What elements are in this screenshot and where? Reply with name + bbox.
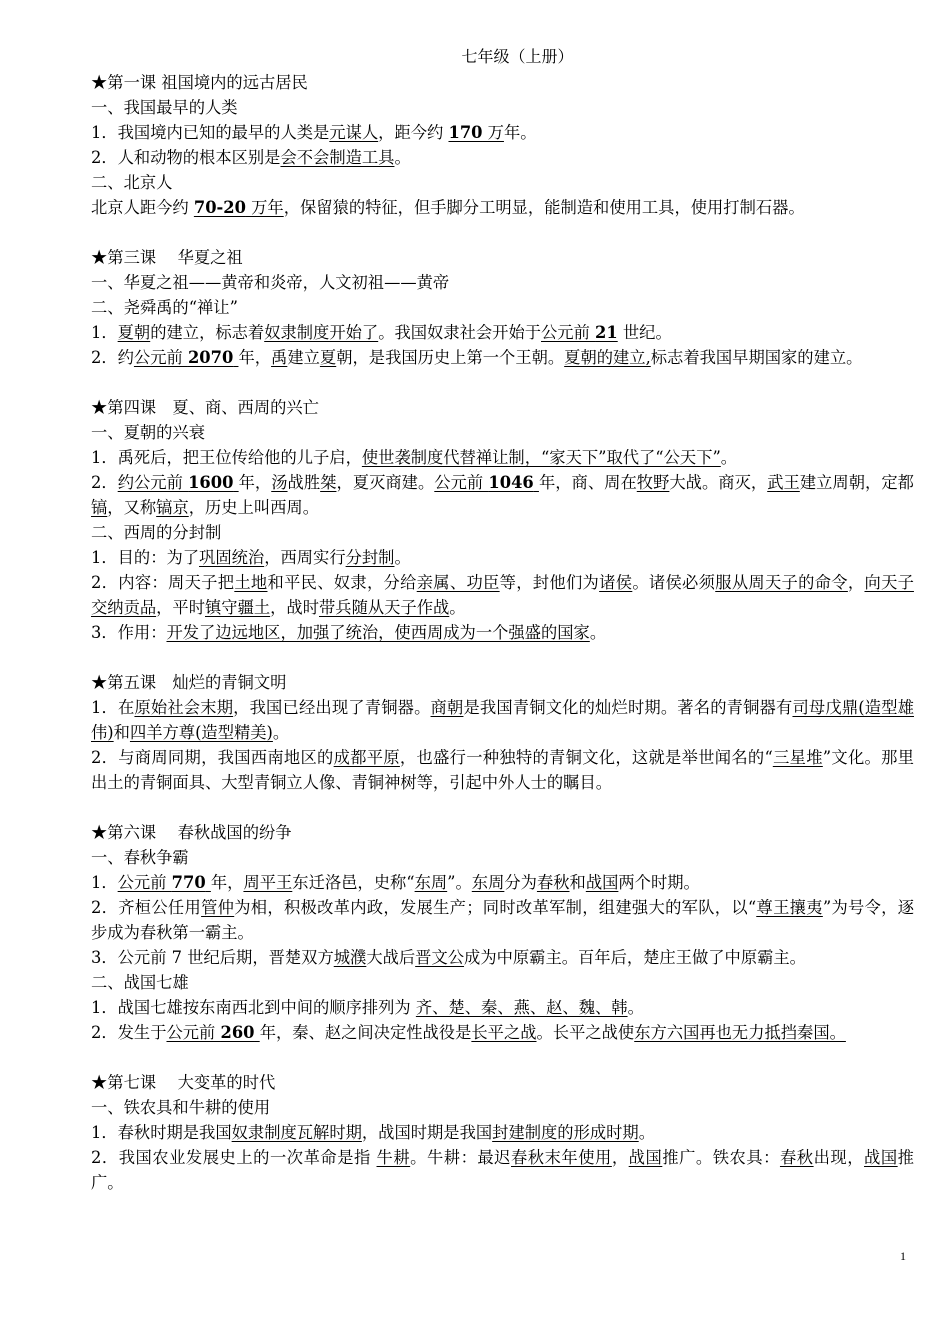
text-segment: 朝，是我国历史上第一个王朝。 <box>336 348 565 367</box>
section-heading: ★第七课 大变革的时代 <box>91 1073 276 1092</box>
text-line <box>91 345 914 370</box>
text-line <box>91 445 914 470</box>
underlined-term: 桀 <box>320 473 337 492</box>
underlined-term: 战国 <box>585 873 619 892</box>
underlined-term: 周平王 <box>243 873 293 892</box>
text-segment: 一、春秋争霸 <box>91 848 189 867</box>
underlined-term: 亲属、功臣 <box>416 573 500 592</box>
text-line <box>91 470 914 520</box>
underlined-term: 司母戊鼎(造型雄伟) <box>91 698 914 742</box>
text-segment: ，战国时期是我国 <box>361 1123 493 1142</box>
text-segment: 。 <box>627 998 644 1017</box>
underlined-term: 管仲 <box>201 898 235 917</box>
underlined-term: 260 <box>220 1023 255 1042</box>
text-segment: 两个时期。 <box>618 873 700 892</box>
underlined-term: 万 <box>482 123 504 142</box>
text-segment: 3．作用： <box>91 623 167 642</box>
text-segment: 。 <box>720 448 738 467</box>
text-segment: 2．人和动物的根本区别是 <box>91 148 281 167</box>
underlined-term: 封建制度的形成时期 <box>492 1123 639 1142</box>
underlined-term: 巩固统治 <box>199 548 265 567</box>
text-segment: ， <box>611 1148 629 1167</box>
text-segment: ，距今约 <box>378 123 449 142</box>
text-segment: ，保留猿的特征，但手脚分工明显，能制造和使用工具，使用打制石器。 <box>283 198 805 217</box>
underlined-term: 使世袭制度代替禅让制，“家天下”取代了“公天下” <box>361 448 721 467</box>
underlined-term: 70-20 <box>193 198 246 217</box>
section-heading: ★第四课 夏、商、西周的兴亡 <box>91 398 319 417</box>
text-segment: ，又称 <box>107 498 157 517</box>
underlined-term: 分封制 <box>345 548 395 567</box>
text-segment: 年， <box>238 473 272 492</box>
underlined-term: 四羊方尊(造型精美) <box>129 723 273 742</box>
text-segment: 一、华夏之祖——黄帝和炎帝，人文初祖——黄帝 <box>91 273 450 292</box>
underlined-term: 向天子交纳贡品 <box>91 573 914 617</box>
section-heading: ★第三课 华夏之祖 <box>91 248 243 267</box>
text-segment: ，战时 <box>270 598 319 617</box>
text-segment: 2．与商周同期，我国西南地区的 <box>91 748 334 767</box>
text-segment: 大战。商灭， <box>669 473 768 492</box>
text-segment: ，我国已经出现了青铜器。 <box>233 698 431 717</box>
text-line <box>91 945 914 970</box>
text-segment: 二、北京人 <box>91 173 173 192</box>
text-segment: 二、战国七雄 <box>91 973 189 992</box>
text-segment: ，历史上叫西周。 <box>188 498 319 517</box>
text-segment: 1．禹死后，把王位传给他的儿子启， <box>91 448 362 467</box>
underlined-term: 奴隶制度开始了 <box>264 323 379 342</box>
text-segment: 。我国奴隶社会开始于 <box>378 323 542 342</box>
text-segment: 1． <box>91 873 118 892</box>
underlined-term: 禹 <box>271 348 288 367</box>
text-line <box>91 270 914 295</box>
underlined-term: 东周 <box>471 873 505 892</box>
text-segment: 2．发生于 <box>91 1023 167 1042</box>
text-segment: 。诸侯必须 <box>632 573 716 592</box>
underlined-term: 会不会制造工具 <box>280 148 395 167</box>
text-segment: ，平时 <box>156 598 205 617</box>
section-heading: ★第六课 春秋战国的纷争 <box>91 823 292 842</box>
text-segment: 。 <box>589 623 607 642</box>
underlined-term: 晋文公 <box>415 948 465 967</box>
underlined-term: 镇守疆土 <box>205 598 271 617</box>
underlined-term: 东方六国再也无力抵挡秦国。 <box>634 1023 846 1042</box>
text-line <box>91 870 914 895</box>
underlined-term: 长平之战 <box>471 1023 537 1042</box>
text-line <box>91 1120 914 1145</box>
text-segment: 年，秦、赵之间决定性战役是 <box>259 1023 472 1042</box>
underlined-term: 牛耕 <box>376 1148 411 1167</box>
text-segment: 2．约 <box>91 348 134 367</box>
text-segment: 大战后 <box>366 948 416 967</box>
text-segment: 。 <box>272 723 290 742</box>
underlined-term: 奴隶制度瓦解时期 <box>231 1123 362 1142</box>
underlined-term: 公元前 <box>434 473 489 492</box>
text-segment: 年。 <box>503 123 537 142</box>
text-segment: 东迁洛邑，史称“ <box>292 873 415 892</box>
underlined-term: 开发了边远地区，加强了统治，使西周成为一个强盛的国家 <box>166 623 590 642</box>
text-line <box>91 570 914 620</box>
text-segment: 。长平之战使 <box>536 1023 635 1042</box>
underlined-term: 三星堆 <box>772 748 823 767</box>
text-segment: ”为号令，逐步成为春秋第一霸主。 <box>91 898 915 942</box>
text-segment: 战胜 <box>287 473 321 492</box>
text-segment: 推广。铁农具： <box>662 1148 780 1167</box>
page-title: 七年级（上册） <box>461 47 574 66</box>
text-segment: 一、我国最早的人类 <box>91 98 238 117</box>
underlined-term: 带兵随从天子作战 <box>319 598 450 617</box>
text-segment: 的建立，标志着 <box>150 323 265 342</box>
text-segment: 世纪。 <box>617 323 672 342</box>
section-heading: ★第一课 祖国境内的远古居民 <box>91 73 308 92</box>
text-segment: ”。 <box>447 873 472 892</box>
text-segment: 标志着我国早期国家的建立。 <box>650 348 863 367</box>
underlined-term: 公元前 <box>133 348 188 367</box>
underlined-term: 夏朝的建立, <box>564 348 651 367</box>
text-segment: 分为 <box>504 873 537 892</box>
text-segment: 2．我国农业发展史上的一次革命是指 <box>91 1148 377 1167</box>
underlined-term: 镐京 <box>156 498 189 517</box>
text-line <box>91 420 914 445</box>
underlined-term: 夏 <box>319 348 337 367</box>
text-line <box>91 745 914 795</box>
text-line <box>91 620 914 645</box>
text-line <box>91 1145 914 1195</box>
underlined-term: 服从周天子的命令 <box>715 573 848 592</box>
text-line <box>91 895 914 945</box>
underlined-term: 成都平原 <box>333 748 400 767</box>
underlined-term: 齐、楚、秦、燕、赵、魏、韩 <box>415 998 628 1017</box>
text-segment: 建立周朝，定都 <box>799 473 914 492</box>
underlined-term: 春秋末年使用 <box>511 1148 612 1167</box>
text-line <box>91 120 914 145</box>
text-line <box>91 545 914 570</box>
underlined-term: 元谋人 <box>329 123 379 142</box>
text-segment: 2．齐桓公任用 <box>91 898 202 917</box>
underlined-term: 战国 <box>864 1148 898 1167</box>
text-line <box>91 195 914 220</box>
text-segment: 一、铁农具和牛耕的使用 <box>91 1098 271 1117</box>
text-segment: ”文化。那里出土的青铜面具、大型青铜立人像、青铜神树等，引起中外人士的瞩目。 <box>91 748 914 792</box>
underlined-term: 镐 <box>91 498 108 517</box>
text-segment: 是我国青铜文化的灿烂时期。著名的青铜器有 <box>463 698 793 717</box>
underlined-term: 武王 <box>767 473 800 492</box>
underlined-term: 170 <box>448 123 483 142</box>
text-segment: 1． <box>91 323 118 342</box>
underlined-term: 尊王攘夷 <box>756 898 823 917</box>
text-segment: 二、尧舜禹的“禅让” <box>91 298 238 317</box>
text-segment: 出现， <box>813 1148 865 1167</box>
underlined-term: 公元前 <box>166 1023 221 1042</box>
underlined-term: 汤 <box>271 473 288 492</box>
underlined-term: 原始社会末期 <box>134 698 234 717</box>
text-segment: 为相，积极改革内政，发展生产；同时改革军制，组建强大的军队，以“ <box>234 898 757 917</box>
underlined-term: 东周 <box>414 873 448 892</box>
text-segment: ，也盛行一种独特的青铜文化，这就是举世闻名的“ <box>399 748 773 767</box>
underlined-term: 商朝 <box>430 698 464 717</box>
underlined-term: 1046 <box>488 473 534 492</box>
text-line <box>91 320 914 345</box>
text-segment: 和 <box>569 873 586 892</box>
underlined-term: 战国 <box>628 1148 663 1167</box>
text-line <box>91 695 914 745</box>
text-segment: 和平民、奴隶，分给 <box>267 573 417 592</box>
text-segment: 推广。 <box>91 1148 914 1192</box>
underlined-term: 夏朝 <box>117 323 151 342</box>
text-line <box>91 145 914 170</box>
text-segment: 和 <box>113 723 130 742</box>
text-segment: 。牛耕：最迟 <box>410 1148 511 1167</box>
document-body <box>91 70 914 1195</box>
text-segment: 等，封他们为 <box>499 573 600 592</box>
text-segment: ， <box>847 573 865 592</box>
underlined-term: 土地 <box>234 573 268 592</box>
underlined-term: 诸侯 <box>599 573 633 592</box>
section-heading: ★第五课 灿烂的青铜文明 <box>91 673 287 692</box>
text-segment: 3．公元前 7 世纪后期，晋楚双方 <box>91 948 334 967</box>
underlined-term: 春秋 <box>779 1148 814 1167</box>
text-segment: 一、夏朝的兴衰 <box>91 423 205 442</box>
text-line <box>91 295 914 320</box>
text-segment: 1．在 <box>91 698 135 717</box>
text-line <box>91 1095 914 1120</box>
text-line <box>91 995 914 1020</box>
text-segment: 二、西周的分封制 <box>91 523 222 542</box>
underlined-term: 21 <box>595 323 618 342</box>
text-segment: 2． <box>91 473 118 492</box>
underlined-term: 春秋 <box>536 873 570 892</box>
page-number: 1 <box>900 1249 906 1263</box>
text-segment: 建立 <box>287 348 320 367</box>
text-line <box>91 95 914 120</box>
text-segment: 。 <box>394 148 411 167</box>
text-segment: 北京人距今约 <box>91 198 194 217</box>
text-segment: 年， <box>238 348 272 367</box>
text-segment: 1．春秋时期是我国 <box>91 1123 232 1142</box>
underlined-term: 万年 <box>245 198 284 217</box>
underlined-term: 1600 <box>188 473 234 492</box>
underlined-term: 770 <box>171 873 206 892</box>
text-line <box>91 170 914 195</box>
underlined-term: 牧野 <box>636 473 670 492</box>
text-segment: 成为中原霸主。百年后，楚庄王做了中原霸主。 <box>464 948 806 967</box>
text-line <box>91 845 914 870</box>
underlined-term: 公元前 <box>541 323 596 342</box>
underlined-term: 约公元前 <box>117 473 189 492</box>
text-segment: 2．内容：周天子把 <box>91 573 235 592</box>
text-segment: ，西周实行 <box>264 548 346 567</box>
text-segment: 年，商、周在 <box>538 473 637 492</box>
text-segment: 1．目的：为了 <box>91 548 200 567</box>
text-line <box>91 970 914 995</box>
text-segment: 1．战国七雄按东南西北到中间的顺序排列为 <box>91 998 416 1017</box>
underlined-term: 公元前 <box>117 873 172 892</box>
text-segment: ，夏灭商建。 <box>336 473 435 492</box>
text-segment: 。 <box>638 1123 655 1142</box>
text-segment: 。 <box>394 548 411 567</box>
underlined-term: 2070 <box>187 348 234 367</box>
text-segment: 年， <box>210 873 244 892</box>
text-line <box>91 1020 914 1045</box>
text-segment: 。 <box>449 598 466 617</box>
text-line <box>91 520 914 545</box>
underlined-term: 城濮 <box>333 948 367 967</box>
text-segment: 1．我国境内已知的最早的人类是 <box>91 123 330 142</box>
